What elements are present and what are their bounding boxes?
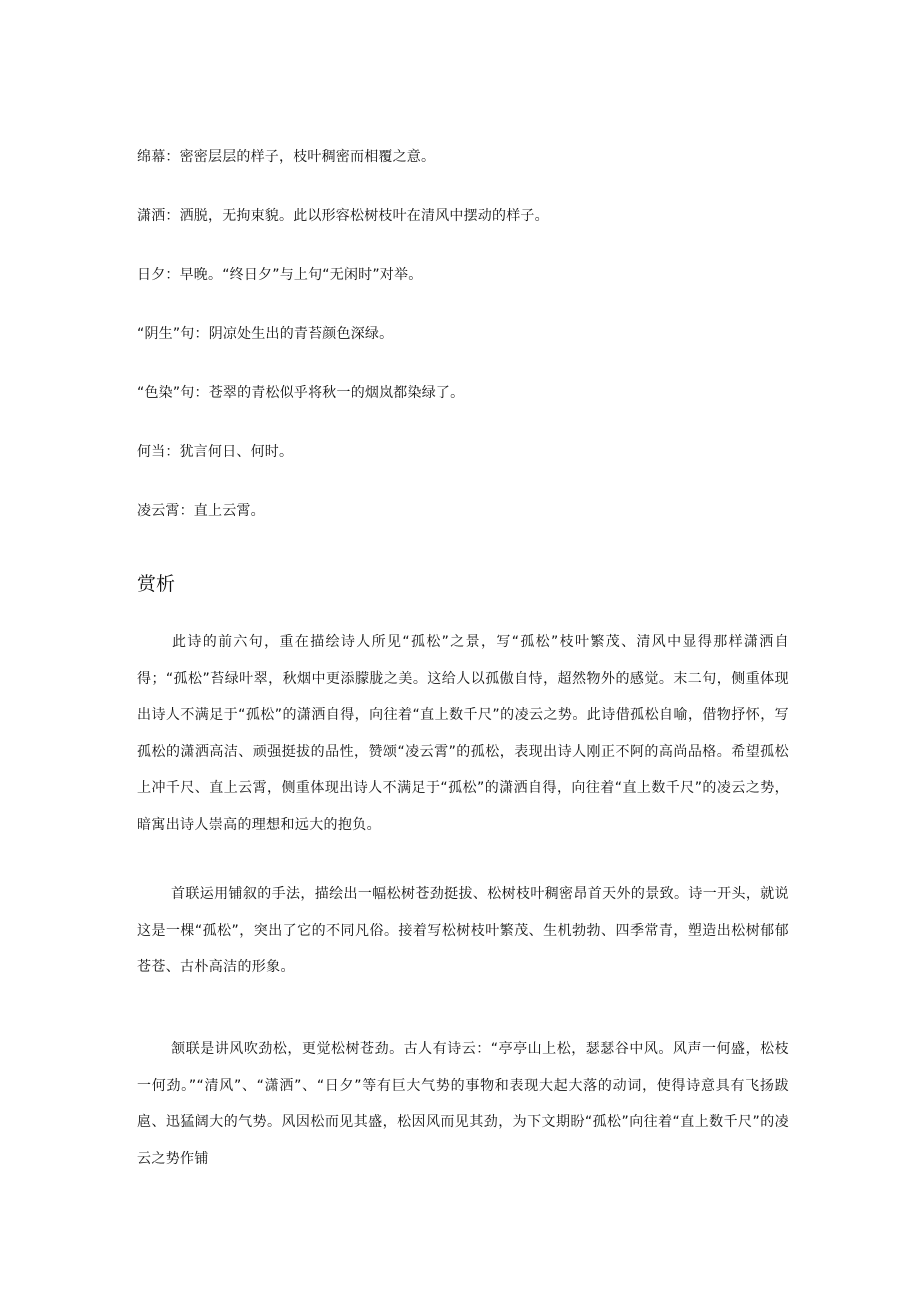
note-yinsheng: “阴生”句：阴凉处生出的青苔颜色深绿。 bbox=[137, 326, 394, 342]
section-title: 赏析 bbox=[137, 573, 176, 595]
paragraph-text: 颔联是讲风吹劲松，更觉松树苍劲。古人有诗云：“亭亭山上松，瑟瑟谷中风。风声一何盛，松枝一何劲。”“清风”、“潇洒”、“日夕”等有巨大气势的事物和表现大起大落的动词，使得诗意具有飞扬跋扈、迅猛阔大的气势。风因松而见其盛，松因风而见其劲，为下文期盼“孤松”向往着“直上数千尺”的凌云之势作铺 bbox=[137, 1041, 789, 1167]
note-mianmu: 绵幕：密密层层的样子，枝叶稠密而相覆之意。 bbox=[137, 149, 436, 165]
paragraph-text: 首联运用铺叙的手法，描绘出一幅松树苍劲挺拔、松树枝叶稠密昂首天外的景致。诗一开头，就说这是一棵“孤松”，突出了它的不同凡俗。接着写松树枝叶繁茂、生机勃勃、四季常青，塑造出松树郁郁苍苍、古朴高洁的形象。 bbox=[137, 886, 789, 975]
appreciation-paragraph-1 bbox=[137, 624, 789, 843]
note-xiaosa: 潇洒：洒脱，无拘束貌。此以形容松树枝叶在清风中摆动的样子。 bbox=[137, 208, 549, 224]
appreciation-paragraph-2 bbox=[137, 876, 789, 986]
note-lingyunxiao: 凌云霄：直上云霄。 bbox=[137, 503, 265, 519]
appreciation-paragraph-3 bbox=[137, 1031, 789, 1177]
note-seran: “色染”句：苍翠的青松似乎将秋一的烟岚都染绿了。 bbox=[137, 385, 465, 401]
note-hedang: 何当：犹言何日、何时。 bbox=[137, 444, 294, 460]
note-rixi: 日夕：早晚。“终日夕”与上句“无闲时”对举。 bbox=[137, 267, 423, 283]
paragraph-text: 此诗的前六句，重在描绘诗人所见“孤松”之景，写“孤松”枝叶繁茂、清风中显得那样潇洒自得；“孤松”苔绿叶翠，秋烟中更添朦胧之美。这给人以孤傲自恃，超然物外的感觉。末二句，侧重体现出诗人不满足于“孤松”的潇洒自得，向往着“直上数千尺”的凌云之势。此诗借孤松自喻，借物抒怀，写孤松的潇洒高洁、顽强挺拔的品性，赞颂“凌云霄”的孤松，表现出诗人刚正不阿的高尚品格。希望孤松上冲千尺、直上云霄，侧重体现出诗人不满足于“孤松”的潇洒自得，向往着“直上数千尺”的凌云之势，暗寓出诗人崇高的理想和远大的抱负。 bbox=[137, 634, 789, 833]
